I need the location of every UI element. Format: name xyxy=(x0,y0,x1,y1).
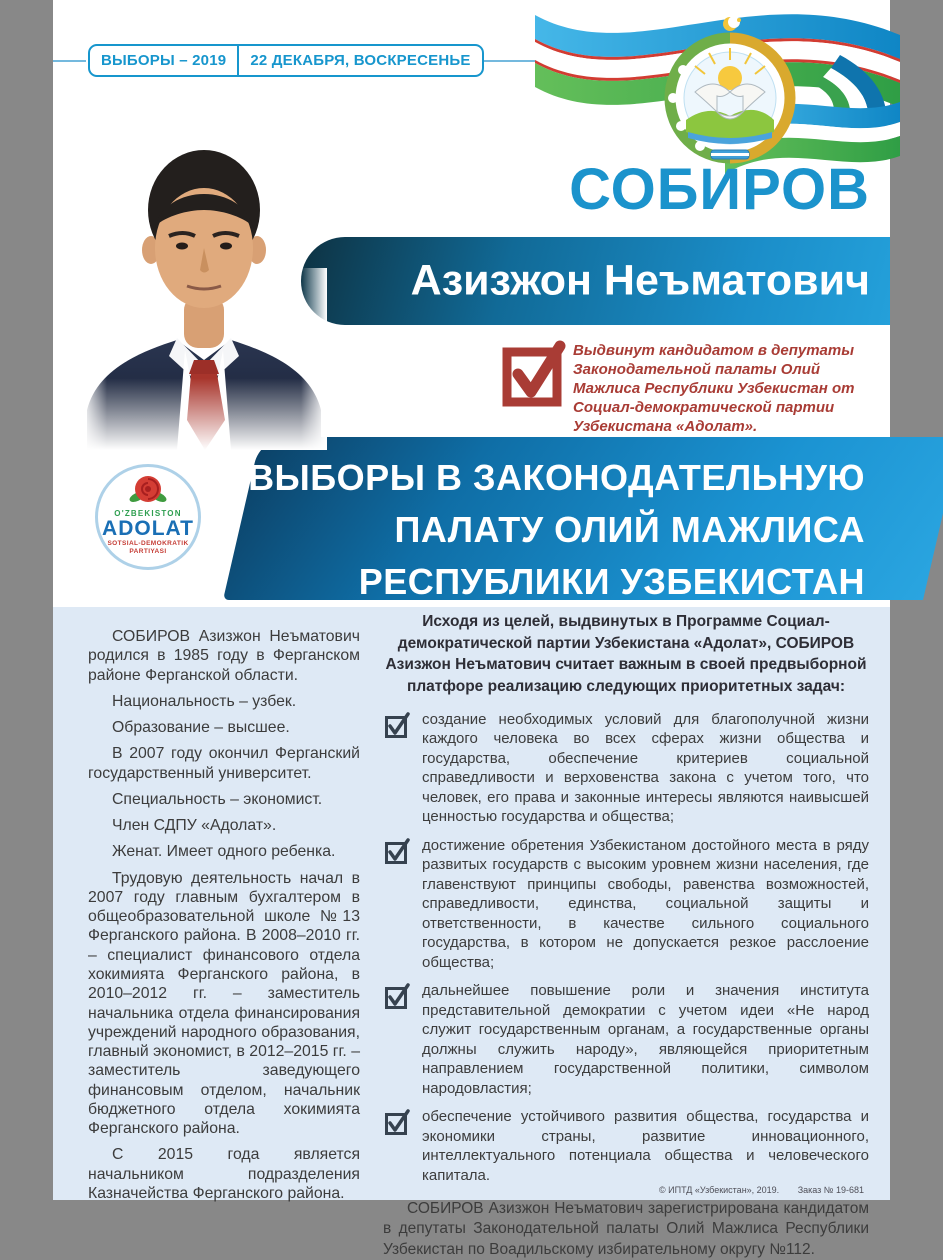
bio-paragraph: СОБИРОВ Азизжон Неъматович родился в 1985 году в Ферганском районе Ферганской области. xyxy=(88,628,360,684)
election-poster xyxy=(53,0,890,1258)
platform-item-text: обеспечение устойчивого развития общества, государства и экономики страны, развитие инновационного, интеллектуального потенциала общества и человеческого капитала. xyxy=(422,1108,869,1184)
bio-paragraph: Специальность – экономист. xyxy=(112,790,323,808)
election-date-badge xyxy=(88,44,484,77)
flag-ribbon-graphic xyxy=(545,0,890,175)
bio-paragraph: В 2007 году окончил Ферганский государственный университет. xyxy=(88,745,360,782)
registration-note: СОБИРОВ Азизжон Неъматович зарегистрирована кандидатом в депутаты Законодательной палаты Олий Мажлиса Республики Узбекистан по Воадильскому избирательному округу №112. xyxy=(383,1200,869,1258)
platform-item xyxy=(383,836,869,973)
platform-column xyxy=(383,611,869,1260)
platform-item-text: дальнейшее повышение роли и значения института представительной демократии с учетом идеи «Не народ служит государственным органам, а государственные органы должны служить народу», являющейся приоритетным направлением государственной политики, символом народовластия; xyxy=(422,982,869,1097)
logo-country-label: O'ZBEKISTON xyxy=(114,509,182,518)
election-year-label: ВЫБОРЫ – 2019 xyxy=(101,52,227,69)
bio-paragraph: Национальность – узбек. xyxy=(112,692,297,710)
platform-item xyxy=(383,1107,869,1185)
imprint-copyright: © ИПТД «Узбекистан», 2019. xyxy=(659,1185,780,1195)
checkbox-icon xyxy=(385,839,409,863)
banner-line-1: ВЫБОРЫ В ЗАКОНОДАТЕЛЬНУЮ xyxy=(248,457,865,498)
imprint-order-number: Заказ № 19-681 xyxy=(797,1185,864,1195)
logo-subtitle-line2: PARTIYASI xyxy=(129,548,167,556)
content-section xyxy=(53,607,890,1258)
candidate-first-patronymic: Азизжон Неъматович xyxy=(410,256,870,305)
checkbox-icon xyxy=(385,1110,409,1134)
candidate-name-band xyxy=(301,237,890,325)
biography-column xyxy=(88,627,360,1210)
candidate-photo xyxy=(81,98,327,450)
platform-item xyxy=(383,981,869,1098)
red-checkbox-icon xyxy=(501,340,563,406)
bio-paragraph: С 2015 года является начальником подразделения Казначейства Ферганского района. xyxy=(88,1146,360,1202)
bio-paragraph: Образование – высшее. xyxy=(112,719,290,737)
bio-paragraph: Женат. Имеет одного ребенка. xyxy=(112,843,336,861)
candidate-surname: СОБИРОВ xyxy=(569,157,870,222)
checkbox-icon xyxy=(385,984,409,1008)
nomination-note: Выдвинут кандидатом в депутаты Законодательной палаты Олий Мажлиса Республики Узбекистан от Социал-демократической партии Узбекистана «Адолат». xyxy=(573,342,855,435)
platform-item xyxy=(383,710,869,827)
banner-line-3: РЕСПУБЛИКИ УЗБЕКИСТАН xyxy=(358,561,865,602)
bio-paragraph: Трудовую деятельность начал в 2007 году главным бухгалтером в общеобразовательной школе №13 Ферганского района. В 2008–2010 гг. – специалист финансового отдела хокимията Ферганского района, в 2010–2012 гг. – заместитель начальника отдела финансирования учреждений народного образования, главный экономист, в 2012–2015 гг. – заместитель заведующего финансовым отделом, начальник бюджетного отдела хокимията Ферганского района. xyxy=(88,869,360,1138)
platform-intro: Исходя из целей, выдвинутых в Программе Социал-демократической партии Узбекистана «Адолат», СОБИРОВ Азизжон Неъматович считает важным в своей предвыборной платфоре реализацию следующих приоритетных задач: xyxy=(385,613,867,696)
bio-paragraph: Член СДПУ «Адолат». xyxy=(112,817,277,835)
uzbekistan-flag-ribbon xyxy=(545,0,890,175)
banner-line-2: ПАЛАТУ ОЛИЙ МАЖЛИСА xyxy=(394,509,865,550)
rose-icon xyxy=(98,473,198,509)
platform-item-text: достижение обретения Узбекистаном достойного места в ряду развитых государств с высоким уровнем жизни населения, где главенствуют принципы свободы, равенства возможностей, справедливости, единства, социальной защиты и ответственности, в качестве сильного социального государства, в котором не допускается резкое расслоение общества; xyxy=(422,836,869,971)
election-day-label: 22 ДЕКАБРЯ, ВОСКРЕСЕНЬЕ xyxy=(237,46,481,75)
adolat-party-logo xyxy=(95,464,201,570)
checkbox-icon xyxy=(385,713,409,737)
platform-item-text: создание необходимых условий для благополучной жизни каждого человека во всех сферах жизни общества и государства, обеспечение критериев социальной справедливости и верховенства закона с учетом того, что человек, его права и законные интересы являются наивысшей ценностью государства и общества; xyxy=(422,710,869,826)
imprint xyxy=(659,1185,864,1195)
election-banner-title xyxy=(248,452,865,608)
logo-subtitle-line1: SOTSIAL-DEMOKRATIK xyxy=(107,540,189,548)
header-rule-left xyxy=(53,60,86,62)
logo-party-name: ADOLAT xyxy=(102,517,194,540)
